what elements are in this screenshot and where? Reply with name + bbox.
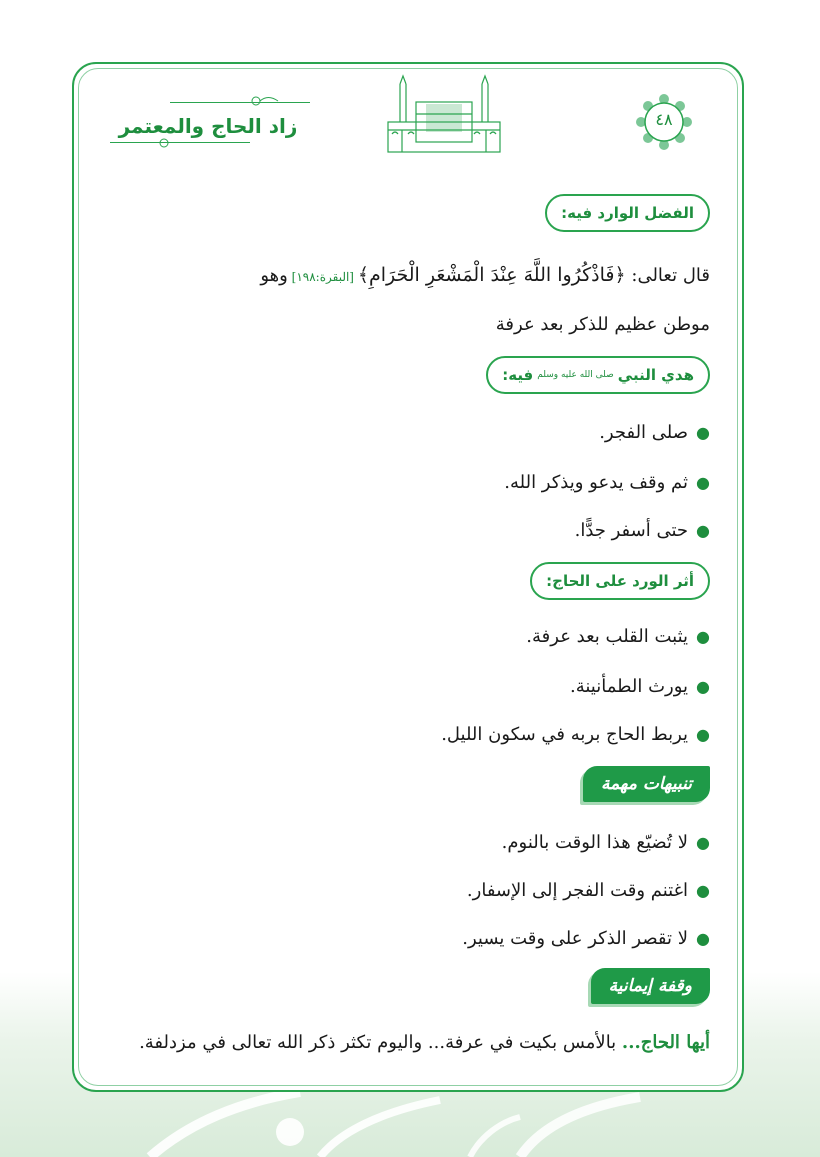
section-heading-virtue bbox=[545, 194, 710, 232]
virtue-lead: قال تعالى: bbox=[625, 265, 710, 286]
quran-verse: ﴿فَاذْكُرُوا اللَّهَ عِنْدَ الْمَشْعَرِ الْحَرَامِ﴾ bbox=[357, 264, 626, 286]
bullet-dot-icon: ● bbox=[696, 725, 710, 744]
list-item bbox=[502, 830, 710, 856]
impact-heading-text: أثر الورد على الحاج: bbox=[546, 572, 694, 590]
bullet-dot-icon: ● bbox=[696, 881, 710, 900]
title-line-bottom bbox=[110, 142, 250, 143]
section-heading-virtue-text: الفضل الوارد فيه: bbox=[561, 204, 694, 222]
title-swirl-icon bbox=[250, 92, 280, 110]
notes-heading-text: تنبيهات مهمة bbox=[601, 774, 692, 794]
list-item-text: اغتنم وقت الفجر إلى الإسفار. bbox=[466, 880, 689, 901]
closing-text: بالأمس بكيت في عرفة... واليوم تكثر ذكر الله تعالى في مزدلفة. bbox=[139, 1032, 622, 1053]
list-item-text: لا تُضيّع هذا الوقت بالنوم. bbox=[501, 832, 689, 853]
list-item-text: لا تقصر الذكر على وقت يسير. bbox=[462, 928, 689, 949]
virtue-line-1-tail: وهو bbox=[260, 265, 288, 286]
bottom-swirl-decoration bbox=[0, 1092, 820, 1157]
closing-paragraph bbox=[139, 1030, 710, 1056]
title-line-top bbox=[170, 102, 310, 103]
verse-reference: [البقرة:١٩٨] bbox=[287, 270, 358, 284]
list-item bbox=[462, 926, 710, 952]
section-heading-guidance bbox=[486, 356, 710, 394]
virtue-line-1 bbox=[260, 262, 710, 290]
salawat-mark: صلى الله عليه وسلم bbox=[537, 370, 614, 380]
list-item-text: يربط الحاج بربه في سكون الليل. bbox=[441, 724, 689, 745]
list-item bbox=[575, 518, 710, 544]
banner-important-notes bbox=[583, 766, 710, 802]
bullet-dot-icon: ● bbox=[696, 521, 710, 540]
list-item-text: ثم وقف يدعو ويذكر الله. bbox=[504, 472, 689, 493]
list-item bbox=[599, 420, 710, 446]
virtue-line-2: موطن عظيم للذكر بعد عرفة bbox=[495, 314, 710, 335]
bullet-dot-icon: ● bbox=[696, 423, 710, 442]
guidance-heading-tail: فيه: bbox=[502, 366, 534, 384]
bullet-dot-icon: ● bbox=[696, 833, 710, 852]
faith-heading-text: وقفة إيمانية bbox=[608, 976, 692, 996]
bullet-dot-icon: ● bbox=[696, 929, 710, 948]
list-item bbox=[570, 674, 710, 700]
kaaba-mosque-icon bbox=[386, 74, 502, 154]
list-item-text: يثبت القلب بعد عرفة. bbox=[526, 626, 689, 647]
page-number: ٤٨ bbox=[655, 110, 673, 129]
bullet-dot-icon: ● bbox=[696, 677, 710, 696]
bullet-dot-icon: ● bbox=[696, 627, 710, 646]
list-item bbox=[467, 878, 710, 904]
list-item bbox=[526, 624, 710, 650]
list-item-text: حتى أسفر جدًّا. bbox=[574, 520, 689, 541]
list-item bbox=[441, 722, 710, 748]
guidance-heading-text: هدي النبي bbox=[617, 366, 694, 384]
closing-lead: أيها الحاج... bbox=[621, 1032, 710, 1053]
list-item-text: يورث الطمأنينة. bbox=[569, 676, 689, 697]
list-item bbox=[504, 470, 710, 496]
banner-faith-pause bbox=[591, 968, 710, 1004]
book-title: زاد الحاج والمعتمر bbox=[118, 114, 298, 138]
bullet-dot-icon: ● bbox=[696, 473, 710, 492]
list-item-text: صلى الفجر. bbox=[599, 422, 689, 443]
section-heading-impact bbox=[530, 562, 710, 600]
